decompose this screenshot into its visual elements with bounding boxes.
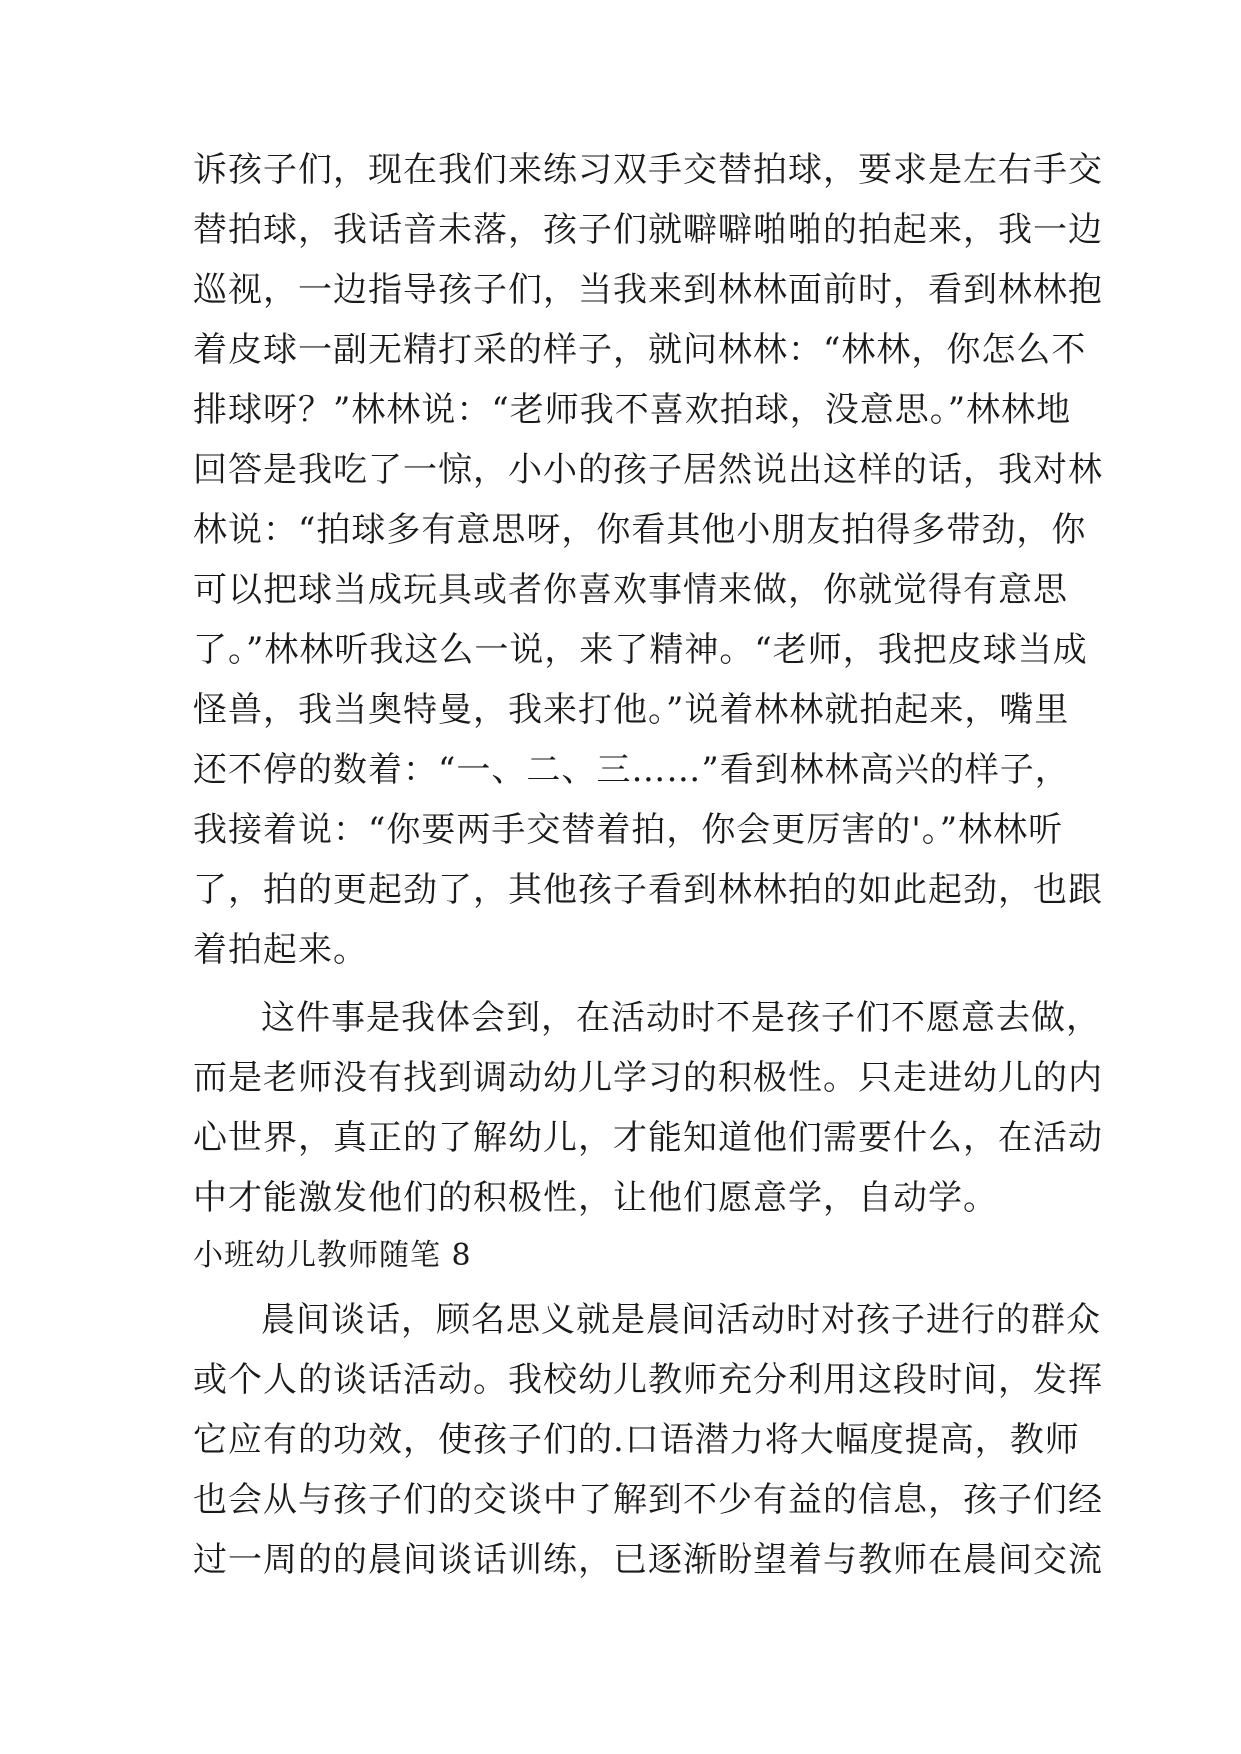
paragraph-1-line-14: 着拍起来。: [193, 930, 368, 970]
paragraph-3-line-1: 晨间谈话，顾名思义就是晨间活动时对孩子进行的群众: [261, 1300, 1101, 1340]
paragraph-3-line-5: 过一周的的晨间谈话训练，已逐渐盼望着与教师在晨间交流: [193, 1540, 1103, 1580]
paragraph-2-line-2: 而是老师没有找到调动幼儿学习的积极性。只走进幼儿的内: [193, 1058, 1103, 1098]
paragraph-1-line-8: 可以把球当成玩具或者你喜欢事情来做，你就觉得有意思: [193, 570, 1068, 610]
paragraph-1-line-1: 诉孩子们，现在我们来练习双手交替拍球，要求是左右手交: [193, 150, 1103, 190]
paragraph-1-line-11: 还不停的数着：“一、二、三……”看到林林高兴的样子，: [193, 750, 1070, 790]
paragraph-1-line-12: 我接着说：“你要两手交替着拍，你会更厉害的'。”林林听: [193, 810, 1064, 850]
paragraph-2-line-3: 心世界，真正的了解幼儿，才能知道他们需要什么，在活动: [193, 1118, 1103, 1158]
paragraph-1-line-2: 替拍球，我话音未落，孩子们就噼噼啪啪的拍起来，我一边: [193, 210, 1103, 250]
paragraph-1-line-5: 排球呀？”林林说：“老师我不喜欢拍球，没意思。”林林地: [193, 390, 1072, 430]
paragraph-1-line-3: 巡视，一边指导孩子们，当我来到林林面前时，看到林林抱: [193, 270, 1103, 310]
paragraph-1-line-4: 着皮球一副无精打采的样子，就问林林：“林林，你怎么不: [193, 330, 1087, 370]
paragraph-3-line-2: 或个人的谈话活动。我校幼儿教师充分利用这段时间，发挥: [193, 1360, 1103, 1400]
paragraph-1-line-7: 林说：“拍球多有意思呀，你看其他小朋友拍得多带劲，你: [193, 510, 1087, 550]
paragraph-2-line-1: 这件事是我体会到，在活动时不是孩子们不愿意去做，: [261, 998, 1101, 1038]
paragraph-1-line-9: 了。”林林听我这么一说，来了精神。“老师，我把皮球当成: [193, 630, 1088, 670]
paragraph-1-line-6: 回答是我吃了一惊，小小的孩子居然说出这样的话，我对林: [193, 450, 1103, 490]
paragraph-2-line-4: 中才能激发他们的积极性，让他们愿意学，自动学。: [193, 1178, 998, 1218]
section-heading: 小班幼儿教师随笔 8: [193, 1238, 472, 1273]
paragraph-3-line-3: 它应有的功效，使孩子们的.口语潜力将大幅度提高，教师: [193, 1420, 1080, 1460]
paragraph-1-line-10: 怪兽，我当奥特曼，我来打他。”说着林林就拍起来，嘴里: [193, 690, 1070, 730]
paragraph-1-line-13: 了，拍的更起劲了，其他孩子看到林林拍的如此起劲，也跟: [193, 870, 1103, 910]
paragraph-3-line-4: 也会从与孩子们的交谈中了解到不少有益的信息，孩子们经: [193, 1480, 1103, 1520]
